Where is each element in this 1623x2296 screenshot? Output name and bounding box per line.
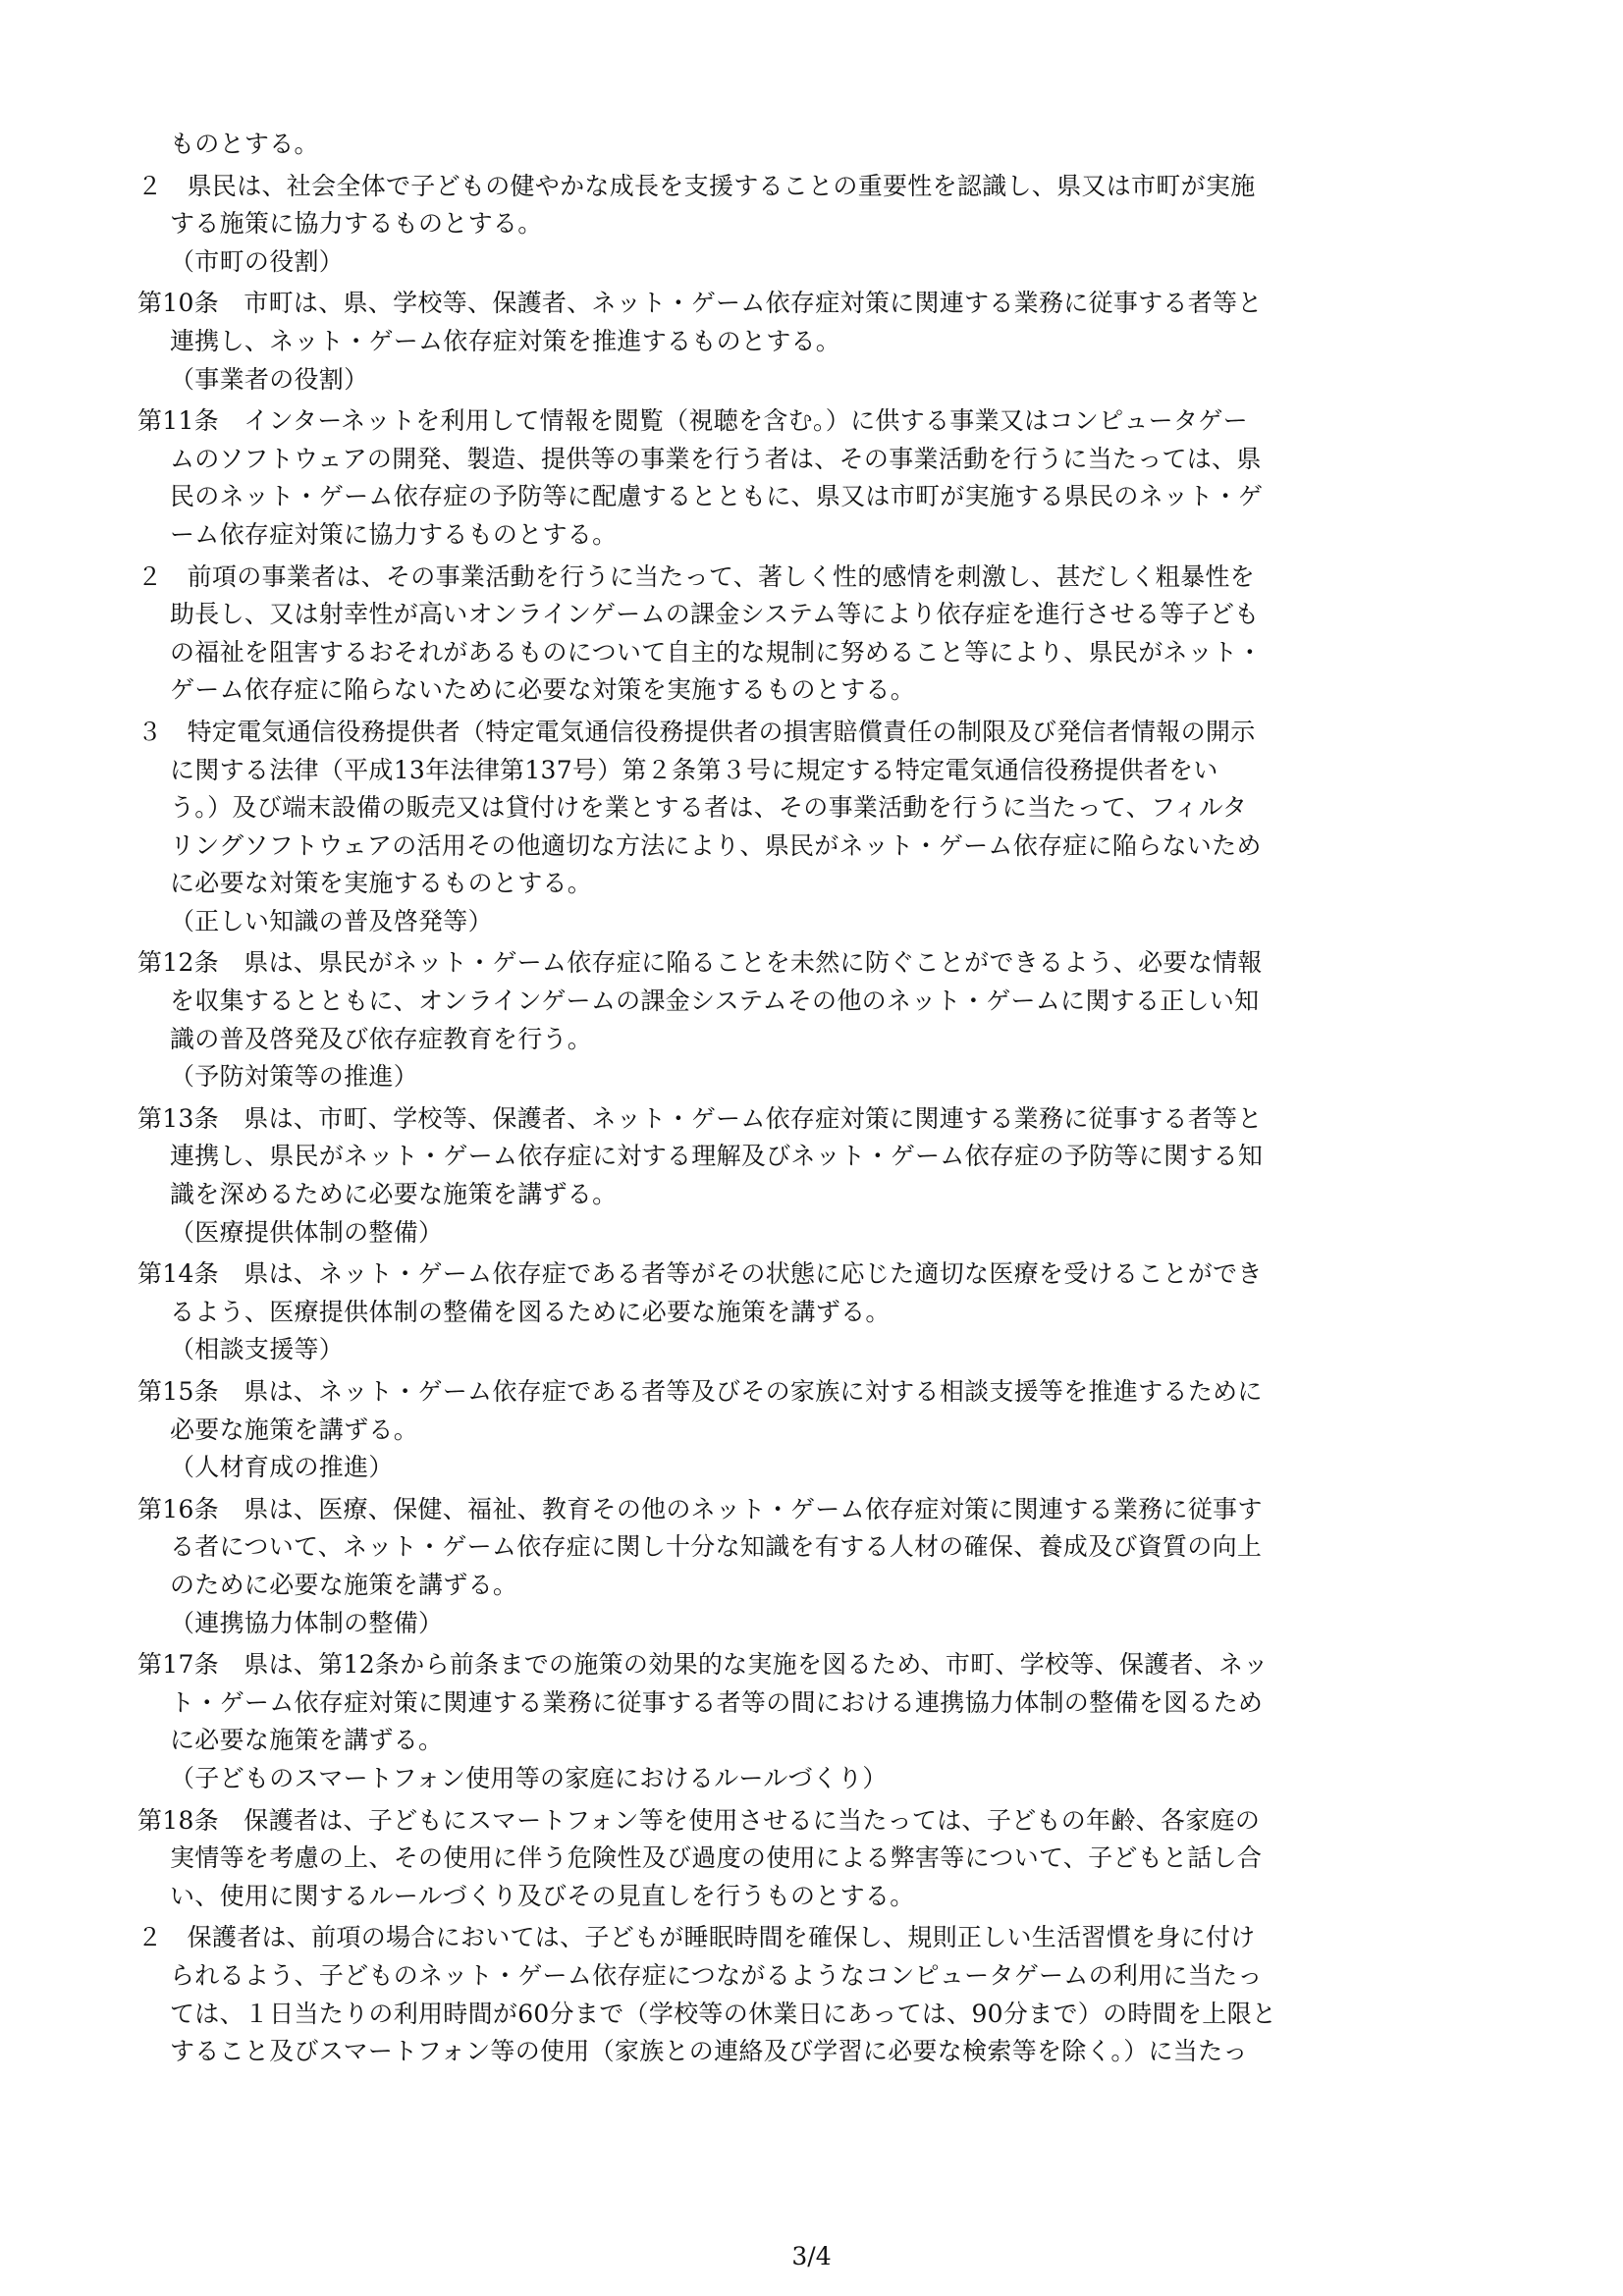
paragraph-continuation-line: う。）及び端末設備の販売又は貸付けを業とする者は、その事業活動を行うに当たって、フィルタ [170, 793, 1248, 823]
paragraph-start-line: 第18条 保護者は、子どもにスマートフォン等を使用させるに当たっては、子どもの年齢、各家庭の [137, 1805, 1261, 1835]
paragraph-continuation-line: る者について、ネット・ゲーム依存症に関し十分な知識を有する人材の確保、養成及び資質の向上 [170, 1532, 1263, 1562]
article-heading: （正しい知識の普及啓発等） [170, 906, 493, 935]
paragraph-continuation-line: のために必要な施策を講ずる。 [170, 1570, 518, 1599]
paragraph-continuation-line: い、使用に関するルールづくり及びその見直しを行うものとする。 [170, 1881, 915, 1910]
paragraph-start-line: 第15条 県は、ネット・ゲーム依存症である者等及びその家族に対する相談支援等を推進するために [137, 1377, 1263, 1406]
paragraph-continuation-line: に必要な施策を講ずる。 [170, 1726, 444, 1755]
paragraph-continuation-line: 識を深めるために必要な施策を講ずる。 [170, 1180, 618, 1209]
paragraph-continuation-line: に必要な対策を実施するものとする。 [170, 869, 593, 898]
article-heading: （事業者の役割） [170, 364, 369, 394]
paragraph-continuation-line: 連携し、県民がネット・ゲーム依存症に対する理解及びネット・ゲーム依存症の予防等に関する知 [170, 1142, 1264, 1171]
paragraph-start-line: 第14条 県は、ネット・ゲーム依存症である者等がその状態に応じた適切な医療を受けることができ [137, 1259, 1263, 1289]
paragraph-continuation-line: ては、１日当たりの利用時間が60分まで（学校等の休業日にあっては、90分まで）の時間を上限と [170, 1999, 1277, 2028]
paragraph-continuation-line: すること及びスマートフォン等の使用（家族との連絡及び学習に必要な検索等を除く。）に当たっ [170, 2037, 1248, 2066]
page-number: 3/4 [791, 2242, 832, 2270]
paragraph-start-line: ２ 前項の事業者は、その事業活動を行うに当たって、著しく性的感情を刺激し、甚だしく粗暴性を [137, 561, 1256, 591]
paragraph-continuation-line: の福祉を阻害するおそれがあるものについて自主的な規制に努めること等により、県民がネット・ [170, 637, 1263, 667]
paragraph-continuation-line: ゲーム依存症に陥らないために必要な対策を実施するものとする。 [170, 675, 916, 705]
paragraph-start-line: 第12条 県は、県民がネット・ゲーム依存症に陥ることを未然に防ぐことができるよう、必要な情報 [137, 948, 1263, 978]
article-heading: （相談支援等） [170, 1335, 345, 1364]
paragraph-continuation-line: ムのソフトウェアの開発、製造、提供等の事業を行う者は、その事業活動を行うに当たっては、県 [170, 444, 1262, 473]
article-heading: （医療提供体制の整備） [170, 1217, 444, 1247]
paragraph-continuation-line: 連携し、ネット・ゲーム依存症対策を推進するものとする。 [170, 326, 841, 355]
paragraph-start-line: ２ 保護者は、前項の場合においては、子どもが睡眠時間を確保し、規則正しい生活習慣を身に付け [137, 1923, 1256, 1952]
paragraph-continuation-line: ト・ゲーム依存症対策に関連する業務に従事する者等の間における連携協力体制の整備を図るため [170, 1687, 1264, 1717]
paragraph-continuation-line: ものとする。 [170, 130, 319, 158]
paragraph-start-line: ２ 県民は、社会全体で子どもの健やかな成長を支援することの重要性を認識し、県又は市町が実施 [137, 171, 1256, 200]
article-heading: （子どものスマートフォン使用等の家庭におけるルールづくり） [170, 1763, 888, 1792]
article-heading: （予防対策等の推進） [170, 1062, 419, 1092]
paragraph-continuation-line: を収集するとともに、オンラインゲームの課金システムその他のネット・ゲームに関する正しい知 [170, 987, 1260, 1016]
paragraph-continuation-line: 実情等を考慮の上、その使用に伴う危険性及び過度の使用による弊害等について、子どもと話し合 [170, 1843, 1263, 1873]
article-heading: （連携協力体制の整備） [170, 1608, 444, 1637]
paragraph-start-line: 第16条 県は、医療、保健、福祉、教育その他のネット・ゲーム依存症対策に関連する業務に従事す [137, 1494, 1263, 1523]
document-body [0, 126, 1623, 2071]
article-heading: （人材育成の推進） [170, 1453, 394, 1482]
paragraph-continuation-line: 民のネット・ゲーム依存症の予防等に配慮するとともに、県又は市町が実施する県民のネット・ゲ [170, 482, 1264, 511]
paragraph-start-line: 第10条 市町は、県、学校等、保護者、ネット・ゲーム依存症対策に関連する業務に従事する者等と [137, 289, 1263, 318]
paragraph-start-line: 第17条 県は、第12条から前条までの施策の効果的な実施を図るため、市町、学校等、保護者、ネッ [137, 1650, 1269, 1680]
paragraph-continuation-line: に関する法律（平成13年法律第137号）第２条第３号に規定する特定電気通信役務提供者をい [170, 755, 1218, 784]
paragraph-continuation-line: 必要な施策を講ずる。 [170, 1415, 419, 1444]
paragraph-continuation-line: るよう、医療提供体制の整備を図るために必要な施策を講ずる。 [170, 1297, 891, 1326]
paragraph-continuation-line: する施策に協力するものとする。 [170, 209, 543, 239]
paragraph-start-line: 第11条 インターネットを利用して情報を閲覧（視聴を含む。）に供する事業又はコンピュータゲー [137, 406, 1248, 436]
paragraph-continuation-line: 識の普及啓発及び依存症教育を行う。 [170, 1024, 593, 1053]
paragraph-continuation-line: られるよう、子どものネット・ゲーム依存症につながるようなコンピュータゲームの利用に当たっ [170, 1960, 1263, 1990]
paragraph-continuation-line: リングソフトウェアの活用その他適切な方法により、県民がネット・ゲーム依存症に陥らないため [170, 830, 1262, 860]
article-heading: （市町の役割） [170, 246, 345, 276]
paragraph-continuation-line: 助長し、又は射幸性が高いオンラインゲームの課金システム等により依存症を進行させる等子ども [170, 600, 1260, 629]
paragraph-start-line: ３ 特定電気通信役務提供者（特定電気通信役務提供者の損害賠償責任の制限及び発信者情報の開示 [137, 717, 1256, 746]
paragraph-start-line: 第13条 県は、市町、学校等、保護者、ネット・ゲーム依存症対策に関連する業務に従事する者等と [137, 1103, 1263, 1133]
paragraph-continuation-line: ーム依存症対策に協力するものとする。 [170, 519, 618, 549]
